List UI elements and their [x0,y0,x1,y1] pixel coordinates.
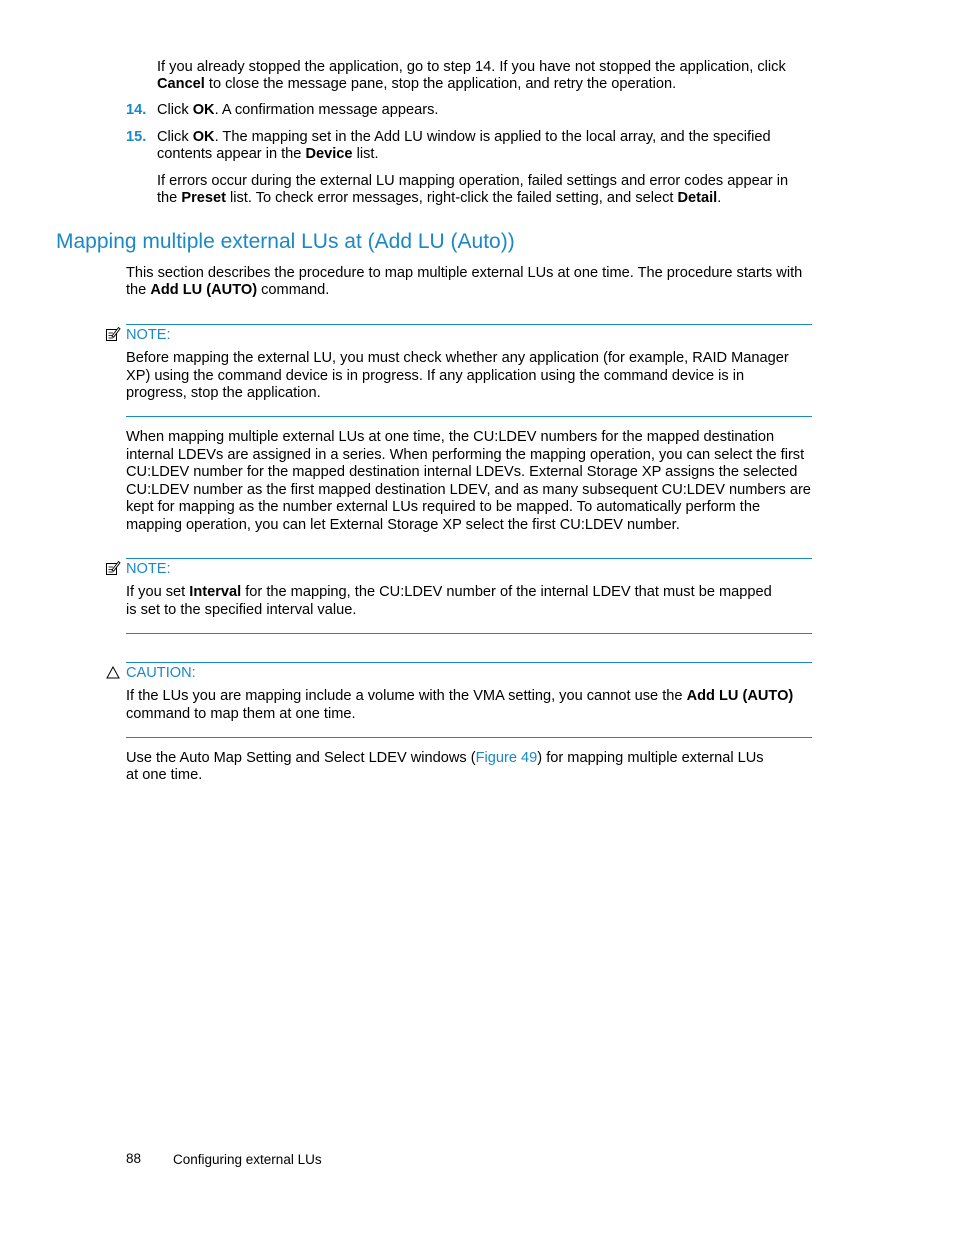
intro-line-1: If you already stopped the application, go to step 14. If you have not stopped the application, click [157,59,786,75]
body-line: CU:LDEV number as the first mapped destination LDEV, and as many subsequent CU:LDEV numbers are [126,481,811,498]
section-intro-line-2: the Add LU (AUTO) command. [126,282,330,298]
body-line: CU:LDEV number for the mapped destination internal LDEVs. External Storage XP assigns the selected [126,464,798,480]
note-bottom-rule [126,416,812,417]
final-line-1: Use the Auto Map Setting and Select LDEV windows (Figure 49) for mapping multiple external LUs [126,750,764,766]
section-intro-line-1: This section describes the procedure to map multiple external LUs at one time. The procedure starts with [126,265,803,281]
note-label: NOTE: [126,561,171,577]
note-top-rule [126,324,812,325]
caution-line-2: command to map them at one time. [126,706,356,722]
footer-chapter: Configuring external LUs [173,1152,322,1167]
note-top-rule [126,558,812,559]
note-2-line-2: is set to the specified interval value. [126,602,357,618]
errors-line-2: the Preset list. To check error messages, right-click the failed setting, and select Detail. [157,190,722,206]
caution-label: CAUTION: [126,665,196,681]
body-paragraph [126,429,811,534]
note-1-line-3: progress, stop the application. [126,385,321,401]
note-1-line-1: Before mapping the external LU, you must check whether any application (for example, RAID Manager [126,350,789,366]
step-number: 15. [126,129,147,145]
intro-line-2: Cancel to close the message pane, stop the application, and retry the operation. [157,76,677,92]
note-bottom-rule [126,633,812,634]
page-number: 88 [126,1151,142,1166]
step-15-line-1: Click OK. The mapping set in the Add LU window is applied to the local array, and the specified [157,129,771,145]
section-heading: Mapping multiple external LUs at (Add LU (Auto)) [56,230,515,253]
step-15-line-2: contents appear in the Device list. [157,146,379,162]
step-14-text: Click OK. A confirmation message appears. [157,102,439,118]
note-label: NOTE: [126,327,171,343]
caution-top-rule [126,662,812,663]
figure-49-link[interactable]: Figure 49 [475,750,538,766]
caution-line-1: If the LUs you are mapping include a volume with the VMA setting, you cannot use the Add LU (AUTO) [126,688,794,704]
step-number: 14. [126,102,147,118]
body-line: internal LDEVs are assigned in a series. When performing the mapping operation, you can select the first [126,446,805,463]
body-line: When mapping multiple external LUs at one time, the CU:LDEV numbers for the mapped destination [126,429,775,445]
note-1-line-2: XP) using the command device is in progress. If any application using the command device is in [126,368,745,384]
note-pencil-icon [105,560,121,576]
caution-bottom-rule [126,737,812,738]
errors-line-1: If errors occur during the external LU mapping operation, failed settings and error codes appear in [157,173,789,189]
caution-triangle-icon [106,666,120,679]
body-line: mapping operation, you can let External Storage XP select the first CU:LDEV number. [126,516,680,533]
body-line: kept for mapping as the number external LUs required to be mapped. To automatically perform the [126,499,761,515]
note-pencil-icon [105,326,121,342]
note-2-line-1: If you set Interval for the mapping, the CU:LDEV number of the internal LDEV that must be mapped [126,584,772,600]
final-line-2: at one time. [126,767,203,783]
